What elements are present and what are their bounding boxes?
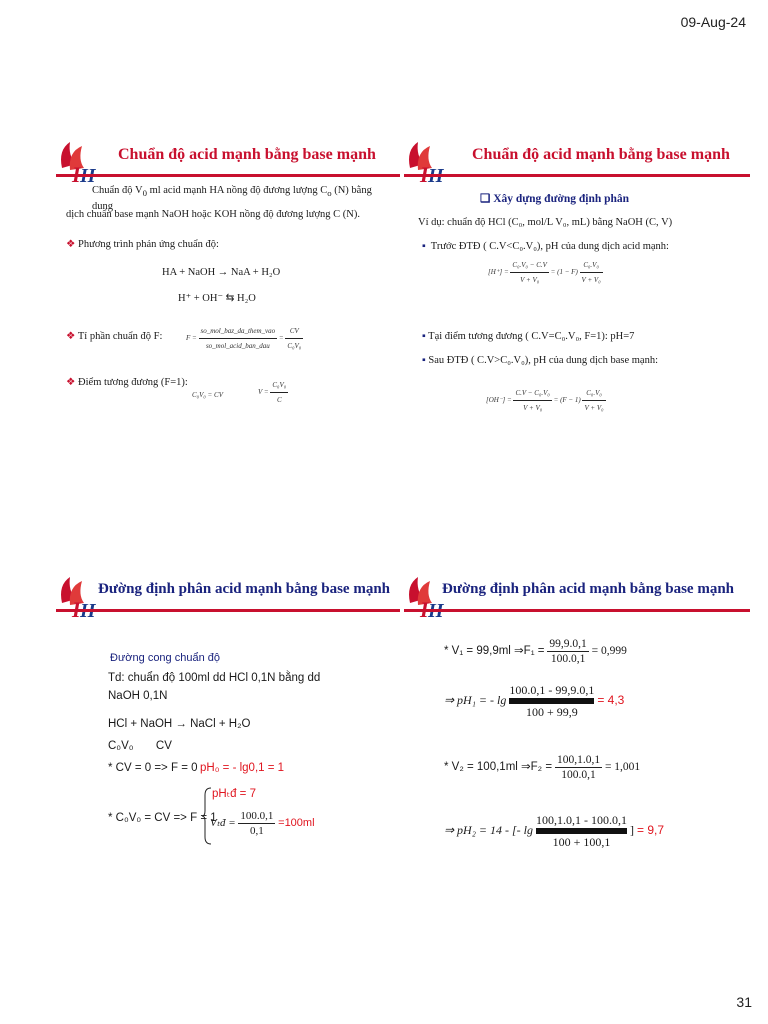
slide-title: Đường định phân acid mạnh bằng base mạnh (442, 581, 735, 597)
square-bullet-icon: ▪ (422, 331, 426, 342)
row-ph2: ⇒ pH₂ = 14 - [- lg 100,1.0,1 - 100.0,1 100 + 100,1 ] = 9,7 (444, 813, 665, 849)
diamond-bullet-icon: ❖ (66, 239, 76, 250)
title-divider (56, 609, 402, 612)
concentration-line: C₀V₀ CV (108, 740, 172, 752)
case-f1: * C₀V₀ = CV => F = 1 (108, 812, 217, 824)
formula-after: [OH⁻] = $\frac{\text{C.V − C₀.V₀}}{\text{V + V₀}}$ = (F − 1) $\frac{\text{C₀.V₀}}{\text{V + V₀}}$ (486, 386, 606, 415)
curve-subtitle: Đường cong chuẩn độ (110, 652, 220, 664)
square-bullet-icon: ▪ (422, 241, 426, 252)
diamond-bullet-icon: ❖ (66, 331, 76, 342)
case-f0: * CV = 0 => F = 0 (108, 762, 198, 774)
ph-equivalence: pHₜđ = 7 (212, 788, 256, 800)
header-date: 09-Aug-24 (680, 14, 746, 30)
formula-before: [H⁺] = $\frac{\text{C₀.V₀ − C.V}}{\text{V + V₀}}$ = (1 − F) $\frac{\text{C₀.V₀}}{\text{V + V₀}}$ (488, 258, 603, 287)
bullet-reaction: ❖ Phương trình phản ứng chuẩn độ: (66, 239, 219, 250)
university-logo-icon (56, 138, 110, 188)
row-v2: * V₂ = 100,1ml ⇒F₂ = $\frac{100,1.0,1}{100.0,1}$ = 1,001 (444, 754, 641, 781)
slide-1 (52, 140, 392, 410)
equivalence-volume: Vₜđ = $\frac{100.0,1}{0,1}$ =100ml (210, 810, 315, 837)
slide-2 (400, 140, 740, 410)
bullet-titration-fraction: ❖ Tỉ phần chuẩn độ F: (66, 331, 163, 342)
bullet-after-equivalence: ▪ Sau ĐTĐ ( C.V>C₀.V₀), pH của dung dịch base mạnh: (422, 355, 658, 366)
equivalence-formula-b: V = $\frac{\text{C₀V₀}}{C}$ (258, 378, 288, 407)
bullet-equivalence-point: ❖ Điểm tương đương (F=1): (66, 377, 188, 388)
slide-4 (400, 575, 740, 885)
slide-title: Chuẩn độ acid mạnh bằng base mạnh (118, 146, 376, 163)
title-divider (404, 174, 750, 177)
fraction-formula: F = $\frac{\text{so\_mol\_baz\_da\_them\_vao}}{\text{so\_mol\_acid\_ban\_dau}}$ = $\frac{CV}{\text{C₀V₀}}$ (186, 324, 303, 353)
reaction-equation-1: HA + NaOH → NaA + H₂O (162, 267, 281, 278)
square-bullet-icon: ▪ (422, 355, 426, 366)
slide-title: Đường định phân acid mạnh bằng base mạnh (98, 581, 391, 597)
bullet-at-equivalence: ▪ Tại điểm tương đương ( C.V=C₀.V₀, F=1): pH=7 (422, 331, 635, 342)
checkbox-bullet-icon: ❑ (480, 193, 491, 205)
equivalence-formula-a: C₀V₀ = CV (192, 391, 223, 399)
page-number: 31 (736, 994, 752, 1010)
row-ph1: ⇒ pH₁ = - lg 100.0,1 - 99,9.0,1 100 + 99,9 = 4,3 (444, 683, 625, 719)
bullet-before-equivalence: ▪ Trước ĐTĐ ( C.V<C₀.V₀), pH của dung dịch acid mạnh: (422, 241, 669, 252)
intro-line-2: dịch chuẩn base mạnh NaOH hoặc KOH nồng độ đương lượng C (N). (66, 209, 360, 220)
title-divider (56, 174, 402, 177)
title-divider (404, 609, 750, 612)
ph0-result: pH₀ = - lg0,1 = 1 (200, 762, 285, 774)
fraction-bar (536, 828, 627, 834)
intro-line-1: Chuẩn độ $V_0$ ml acid mạnh HA nồng độ đương lượng $C_o$ (N) bằng dung (92, 185, 372, 213)
fraction-bar (509, 698, 594, 704)
example-line-2: NaOH 0,1N (108, 690, 168, 702)
section-heading: ❑ Xây dựng đường định phân (480, 193, 630, 205)
slide-title: Chuẩn độ acid mạnh bằng base mạnh (472, 146, 730, 163)
row-v1: * V₁ = 99,9ml ⇒F₁ = $\frac{99,9.0,1}{100.0,1}$ = 0,999 (444, 638, 627, 665)
slide-3 (52, 575, 392, 885)
example-line-1: Td: chuẩn độ 100ml dd HCl 0,1N bằng dd (108, 672, 321, 684)
reaction-line: HCl + NaOH → NaCl + H₂O (108, 718, 251, 730)
example-text: Ví dụ: chuẩn độ HCl (C₀, mol/L V₀, mL) bằng NaOH (C, V) (418, 217, 673, 228)
reaction-equation-2: H⁺ + OH⁻ ⇆ H₂O (178, 293, 256, 304)
diamond-bullet-icon: ❖ (66, 377, 76, 388)
university-logo-icon (404, 138, 458, 188)
